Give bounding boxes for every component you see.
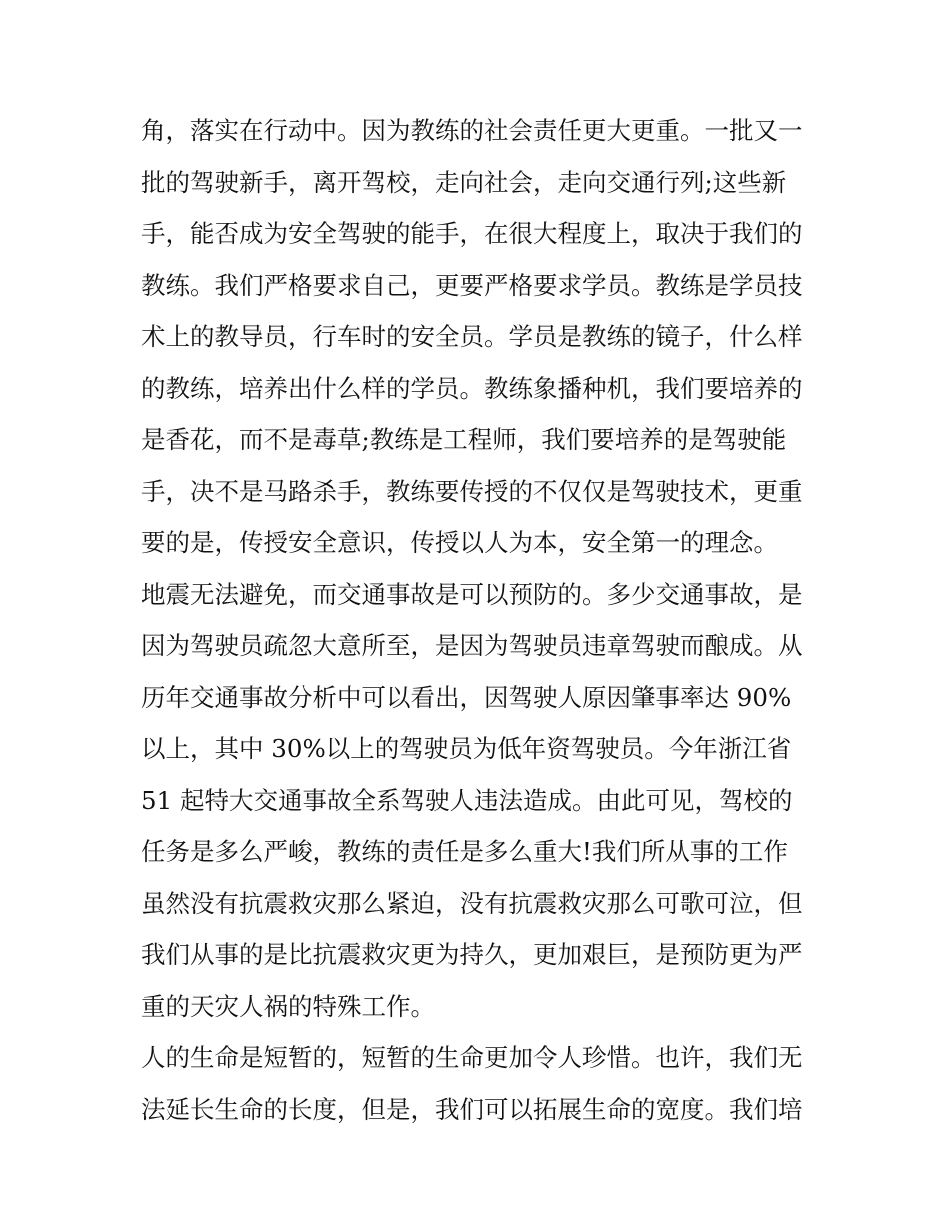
text-line: 地震无法避免，而交通事故是可以预防的。多少交通事故，是 [141,579,803,609]
text-line: 手，能否成为安全驾驶的能手，在很大程度上，取决于我们的 [141,219,803,248]
document-body [141,105,821,1135]
text-line: 人的生命是短暂的，短暂的生命更加令人珍惜。也许，我们无 [141,1043,803,1072]
text-line: 虽然没有抗震救灾那么紧迫，没有抗震救灾那么可歌可泣，但 [141,888,803,918]
text-line: 任务是多么严峻，教练的责任是多么重大!我们所从事的工作 [141,837,788,866]
text-line: 法延长生命的长度，但是，我们可以拓展生命的宽度。我们培 [141,1094,803,1124]
text-line: 术上的教导员，行车时的安全员。学员是教练的镜子，什么样 [141,322,803,351]
text-line: 是香花，而不是毒草;教练是工程师，我们要培养的是驾驶能 [141,425,787,454]
text-line: 批的驾驶新手，离开驾校，走向社会，走向交通行列;这些新 [141,167,787,197]
text-line: 以上，其中 30%以上的驾驶员为低年资驾驶员。今年浙江省 [141,734,792,763]
text-line: 我们从事的是比抗震救灾更为持久，更加艰巨，是预防更为严 [141,940,803,969]
text-line: 教练。我们严格要求自己，更要严格要求学员。教练是学员技 [141,270,803,300]
text-line: 重的天灾人祸的特殊工作。 [141,991,435,1021]
text-line: 历年交通事故分析中可以看出，因驾驶人原因肇事率达 90% [141,682,792,712]
text-line: 角，落实在行动中。因为教练的社会责任更大更重。一批又一 [141,116,803,145]
text-line: 手，决不是马路杀手，教练要传授的不仅仅是驾驶技术，更重 [141,476,803,506]
text-line: 的教练，培养出什么样的学员。教练象播种机，我们要培养的 [141,373,803,403]
text-line: 51 起特大交通事故全系驾驶人违法造成。由此可见，驾校的 [141,785,793,815]
text-line: 因为驾驶员疏忽大意所至，是因为驾驶员违章驾驶而酿成。从 [141,631,803,660]
text-line: 要的是，传授安全意识，传授以人为本，安全第一的理念。 [141,528,778,557]
